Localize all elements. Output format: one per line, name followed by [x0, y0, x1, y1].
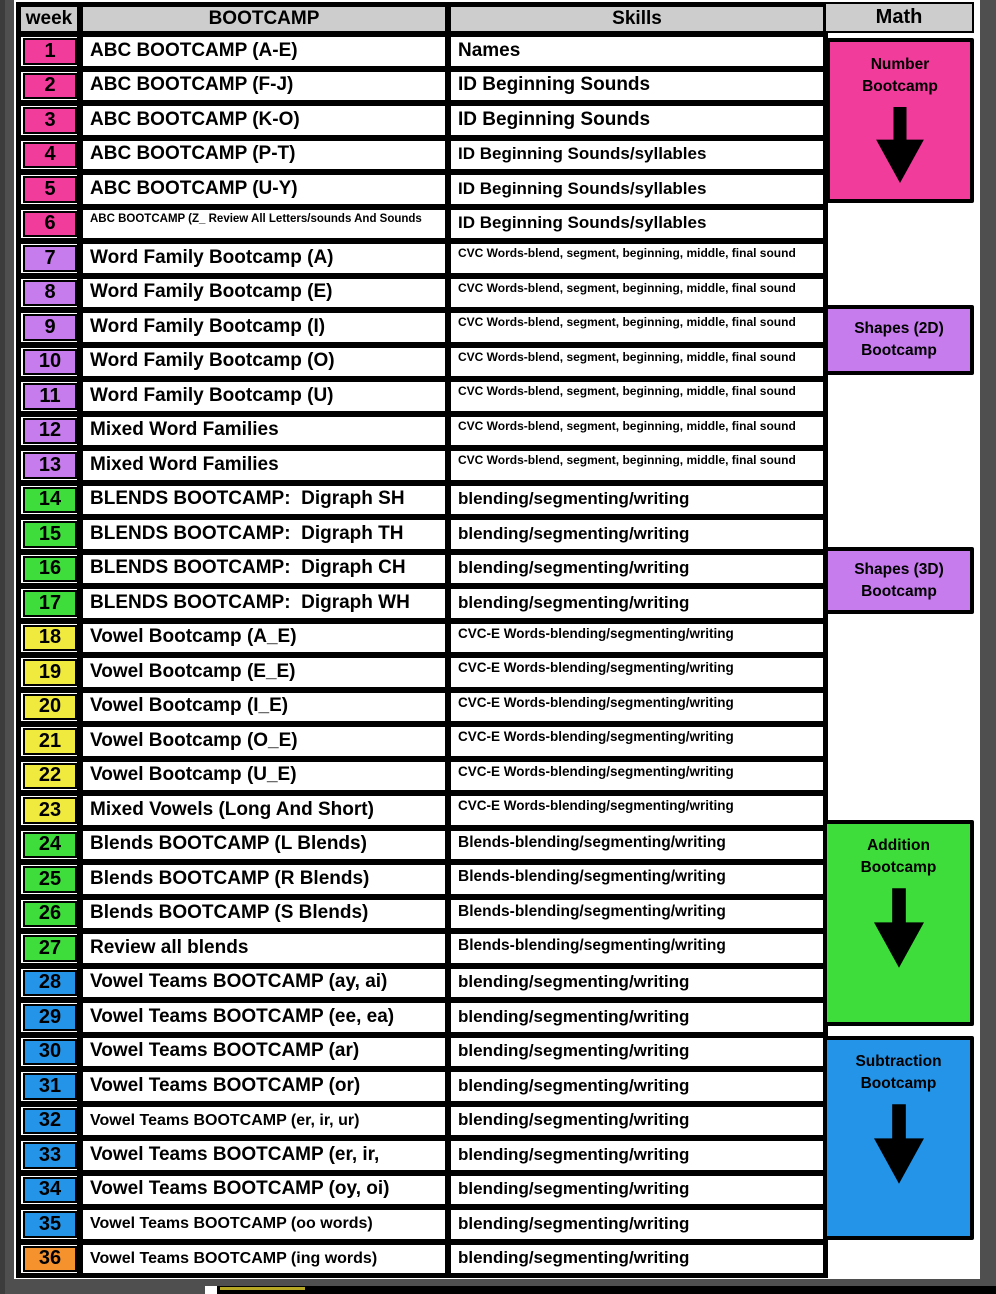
table-row	[18, 414, 826, 449]
bootcamp-cell: Vowel Teams BOOTCAMP (or)	[80, 1069, 448, 1104]
skills-cell: ID Beginning Sounds	[448, 69, 826, 104]
week-badge: 8	[23, 280, 77, 307]
math-box-label: Number Bootcamp	[862, 56, 938, 96]
bootcamp-cell: Vowel Bootcamp (O_E)	[80, 724, 448, 759]
week-cell	[18, 483, 80, 518]
schedule-page	[14, 0, 980, 1279]
bootcamp-cell: ABC BOOTCAMP (F-J)	[80, 69, 448, 104]
table-row	[18, 897, 826, 932]
week-badge: 29	[23, 1004, 77, 1031]
skills-cell: blending/segmenting/writing	[448, 517, 826, 552]
skills-cell: CVC Words-blend, segment, beginning, middle, final sound	[448, 379, 826, 414]
skills-cell: blending/segmenting/writing	[448, 552, 826, 587]
week-cell	[18, 1035, 80, 1070]
week-badge: 22	[23, 763, 77, 790]
bootcamp-cell: Mixed Word Families	[80, 448, 448, 483]
week-badge: 16	[23, 556, 77, 583]
skills-cell: Blends-blending/segmenting/writing	[448, 897, 826, 932]
bootcamp-cell: Blends BOOTCAMP (R Blends)	[80, 862, 448, 897]
week-badge: 24	[23, 832, 77, 859]
header-bootcamp: BOOTCAMP	[80, 4, 448, 34]
bootcamp-cell: Word Family Bootcamp (O)	[80, 345, 448, 380]
week-cell	[18, 414, 80, 449]
week-cell	[18, 1138, 80, 1173]
bootcamp-cell: Vowel Bootcamp (E_E)	[80, 655, 448, 690]
week-badge: 11	[23, 383, 77, 410]
week-badge: 21	[23, 728, 77, 755]
bootcamp-cell: Word Family Bootcamp (U)	[80, 379, 448, 414]
skills-cell: CVC Words-blend, segment, beginning, middle, final sound	[448, 241, 826, 276]
week-cell	[18, 759, 80, 794]
week-badge: 32	[23, 1108, 77, 1135]
header-week: week	[18, 4, 80, 34]
table-row	[18, 655, 826, 690]
skills-cell: CVC-E Words-blending/segmenting/writing	[448, 724, 826, 759]
week-cell	[18, 1104, 80, 1139]
week-cell	[18, 310, 80, 345]
bootcamp-cell: Blends BOOTCAMP (S Blends)	[80, 897, 448, 932]
skills-cell: Names	[448, 34, 826, 69]
bootcamp-cell: Word Family Bootcamp (E)	[80, 276, 448, 311]
bootcamp-cell: Vowel Teams BOOTCAMP (er, ir,	[80, 1138, 448, 1173]
week-cell	[18, 241, 80, 276]
bootcamp-cell: Review all blends	[80, 931, 448, 966]
week-badge: 20	[23, 694, 77, 721]
table-row	[18, 379, 826, 414]
week-cell	[18, 586, 80, 621]
week-cell	[18, 1069, 80, 1104]
bootcamp-cell: Vowel Teams BOOTCAMP (ar)	[80, 1035, 448, 1070]
bootcamp-cell: BLENDS BOOTCAMP: Digraph TH	[80, 517, 448, 552]
bootcamp-cell: Word Family Bootcamp (I)	[80, 310, 448, 345]
skills-cell: CVC Words-blend, segment, beginning, middle, final sound	[448, 448, 826, 483]
math-box-shapes3d-bootcamp	[824, 547, 974, 614]
week-cell	[18, 34, 80, 69]
bootcamp-cell: Vowel Teams BOOTCAMP (oo words)	[80, 1207, 448, 1242]
table-row	[18, 966, 826, 1001]
math-box-addition-bootcamp	[823, 820, 974, 1026]
week-cell	[18, 552, 80, 587]
skills-cell: CVC-E Words-blending/segmenting/writing	[448, 690, 826, 725]
week-badge: 23	[23, 797, 77, 824]
down-arrow-icon	[874, 888, 924, 968]
bootcamp-cell: BLENDS BOOTCAMP: Digraph SH	[80, 483, 448, 518]
table-row	[18, 724, 826, 759]
table-row	[18, 241, 826, 276]
table-row	[18, 621, 826, 656]
week-cell	[18, 138, 80, 173]
table-row	[18, 759, 826, 794]
table-row	[18, 1242, 826, 1277]
skills-cell: CVC-E Words-blending/segmenting/writing	[448, 655, 826, 690]
week-badge: 4	[23, 142, 77, 169]
skills-cell: blending/segmenting/writing	[448, 1069, 826, 1104]
table-row	[18, 690, 826, 725]
week-badge: 12	[23, 418, 77, 445]
math-box-subtraction-bootcamp	[823, 1036, 974, 1240]
skills-cell: Blends-blending/segmenting/writing	[448, 828, 826, 863]
skills-cell: CVC Words-blend, segment, beginning, middle, final sound	[448, 310, 826, 345]
bootcamp-cell: BLENDS BOOTCAMP: Digraph CH	[80, 552, 448, 587]
bootcamp-cell: Vowel Bootcamp (A_E)	[80, 621, 448, 656]
week-badge: 35	[23, 1211, 77, 1238]
skills-cell: blending/segmenting/writing	[448, 1173, 826, 1208]
skills-cell: CVC Words-blend, segment, beginning, middle, final sound	[448, 414, 826, 449]
table-row	[18, 172, 826, 207]
skills-cell: CVC Words-blend, segment, beginning, middle, final sound	[448, 345, 826, 380]
table-row	[18, 1104, 826, 1139]
table-row	[18, 69, 826, 104]
table-row	[18, 276, 826, 311]
bootcamp-cell: Vowel Teams BOOTCAMP (ay, ai)	[80, 966, 448, 1001]
week-badge: 18	[23, 625, 77, 652]
week-cell	[18, 724, 80, 759]
week-cell	[18, 276, 80, 311]
week-cell	[18, 103, 80, 138]
week-cell	[18, 207, 80, 242]
week-cell	[18, 793, 80, 828]
down-arrow-icon	[873, 107, 927, 183]
skills-cell: blending/segmenting/writing	[448, 483, 826, 518]
week-badge: 13	[23, 452, 77, 479]
bootcamp-cell: Mixed Word Families	[80, 414, 448, 449]
table-row	[18, 862, 826, 897]
table-row	[18, 448, 826, 483]
down-arrow-icon	[874, 1104, 924, 1184]
table-row	[18, 586, 826, 621]
week-cell	[18, 690, 80, 725]
table-row	[18, 345, 826, 380]
week-badge: 9	[23, 314, 77, 341]
week-cell	[18, 448, 80, 483]
math-box-shapes2d-bootcamp	[824, 305, 974, 375]
table-header-row	[18, 4, 826, 34]
bootcamp-cell: ABC BOOTCAMP (A-E)	[80, 34, 448, 69]
skills-cell: CVC-E Words-blending/segmenting/writing	[448, 793, 826, 828]
skills-cell: blending/segmenting/writing	[448, 586, 826, 621]
header-skills: Skills	[448, 4, 826, 34]
table-row	[18, 931, 826, 966]
week-badge: 33	[23, 1142, 77, 1169]
week-badge: 28	[23, 970, 77, 997]
math-box-label: Shapes (2D) Bootcamp	[854, 320, 944, 360]
bootcamp-cell: ABC BOOTCAMP (Z_ Review All Letters/sounds And Sounds	[80, 207, 448, 242]
week-badge: 34	[23, 1177, 77, 1204]
week-badge: 36	[23, 1246, 77, 1273]
schedule-table	[16, 2, 828, 1278]
week-badge: 3	[23, 107, 77, 134]
bootcamp-cell: ABC BOOTCAMP (U-Y)	[80, 172, 448, 207]
next-page-peek-cell	[220, 1287, 305, 1290]
math-column-header: Math	[824, 2, 974, 33]
week-badge: 15	[23, 521, 77, 548]
skills-cell: Blends-blending/segmenting/writing	[448, 931, 826, 966]
bootcamp-cell: ABC BOOTCAMP (K-O)	[80, 103, 448, 138]
week-cell	[18, 931, 80, 966]
week-cell	[18, 621, 80, 656]
week-cell	[18, 345, 80, 380]
table-row	[18, 207, 826, 242]
bootcamp-cell: Word Family Bootcamp (A)	[80, 241, 448, 276]
week-badge: 19	[23, 659, 77, 686]
bootcamp-cell: Vowel Teams BOOTCAMP (er, ir, ur)	[80, 1104, 448, 1139]
week-cell	[18, 828, 80, 863]
week-cell	[18, 862, 80, 897]
week-cell	[18, 69, 80, 104]
next-page-peek	[205, 1286, 996, 1294]
bootcamp-cell: Vowel Teams BOOTCAMP (ee, ea)	[80, 1000, 448, 1035]
table-row	[18, 1069, 826, 1104]
skills-cell: ID Beginning Sounds/syllables	[448, 207, 826, 242]
bootcamp-cell: BLENDS BOOTCAMP: Digraph WH	[80, 586, 448, 621]
skills-cell: blending/segmenting/writing	[448, 1207, 826, 1242]
skills-cell: ID Beginning Sounds/syllables	[448, 172, 826, 207]
table-row	[18, 1000, 826, 1035]
week-cell	[18, 897, 80, 932]
backdrop-edge	[0, 0, 5, 1294]
table-row	[18, 793, 826, 828]
skills-cell: blending/segmenting/writing	[448, 1242, 826, 1277]
week-badge: 5	[23, 176, 77, 203]
skills-cell: CVC-E Words-blending/segmenting/writing	[448, 759, 826, 794]
bootcamp-cell: Mixed Vowels (Long And Short)	[80, 793, 448, 828]
table-row	[18, 103, 826, 138]
table-row	[18, 483, 826, 518]
week-badge: 31	[23, 1073, 77, 1100]
skills-cell: blending/segmenting/writing	[448, 1138, 826, 1173]
skills-cell: CVC Words-blend, segment, beginning, middle, final sound	[448, 276, 826, 311]
table-row	[18, 828, 826, 863]
week-badge: 17	[23, 590, 77, 617]
week-badge: 2	[23, 73, 77, 100]
week-cell	[18, 966, 80, 1001]
table-row	[18, 1138, 826, 1173]
skills-cell: ID Beginning Sounds/syllables	[448, 138, 826, 173]
week-badge: 25	[23, 866, 77, 893]
week-cell	[18, 379, 80, 414]
bootcamp-cell: Vowel Bootcamp (U_E)	[80, 759, 448, 794]
week-badge: 1	[23, 38, 77, 65]
table-row	[18, 34, 826, 69]
bootcamp-cell: Vowel Teams BOOTCAMP (oy, oi)	[80, 1173, 448, 1208]
table-row	[18, 1207, 826, 1242]
week-badge: 6	[23, 211, 77, 238]
week-cell	[18, 1173, 80, 1208]
skills-cell: Blends-blending/segmenting/writing	[448, 862, 826, 897]
skills-cell: ID Beginning Sounds	[448, 103, 826, 138]
skills-cell: blending/segmenting/writing	[448, 1000, 826, 1035]
skills-cell: CVC-E Words-blending/segmenting/writing	[448, 621, 826, 656]
week-badge: 26	[23, 901, 77, 928]
week-cell	[18, 655, 80, 690]
table-body	[18, 34, 826, 1276]
skills-cell: blending/segmenting/writing	[448, 966, 826, 1001]
table-row	[18, 517, 826, 552]
skills-cell: blending/segmenting/writing	[448, 1104, 826, 1139]
week-badge: 10	[23, 349, 77, 376]
math-box-label: Subtraction Bootcamp	[855, 1053, 942, 1093]
week-cell	[18, 1207, 80, 1242]
table-row	[18, 1173, 826, 1208]
week-badge: 27	[23, 935, 77, 962]
bootcamp-cell: ABC BOOTCAMP (P-T)	[80, 138, 448, 173]
week-cell	[18, 517, 80, 552]
week-cell	[18, 172, 80, 207]
math-box-number-bootcamp	[826, 38, 974, 203]
table-row	[18, 1035, 826, 1070]
week-cell	[18, 1242, 80, 1277]
bootcamp-cell: Vowel Bootcamp (I_E)	[80, 690, 448, 725]
next-page-peek-corner	[205, 1286, 217, 1294]
table-row	[18, 310, 826, 345]
week-badge: 30	[23, 1039, 77, 1066]
math-box-label: Addition Bootcamp	[860, 837, 937, 877]
week-cell	[18, 1000, 80, 1035]
bootcamp-cell: Blends BOOTCAMP (L Blends)	[80, 828, 448, 863]
bootcamp-cell: Vowel Teams BOOTCAMP (ing words)	[80, 1242, 448, 1277]
math-box-label: Shapes (3D) Bootcamp	[854, 561, 944, 601]
table-row	[18, 138, 826, 173]
week-badge: 7	[23, 245, 77, 272]
week-badge: 14	[23, 487, 77, 514]
skills-cell: blending/segmenting/writing	[448, 1035, 826, 1070]
table-row	[18, 552, 826, 587]
